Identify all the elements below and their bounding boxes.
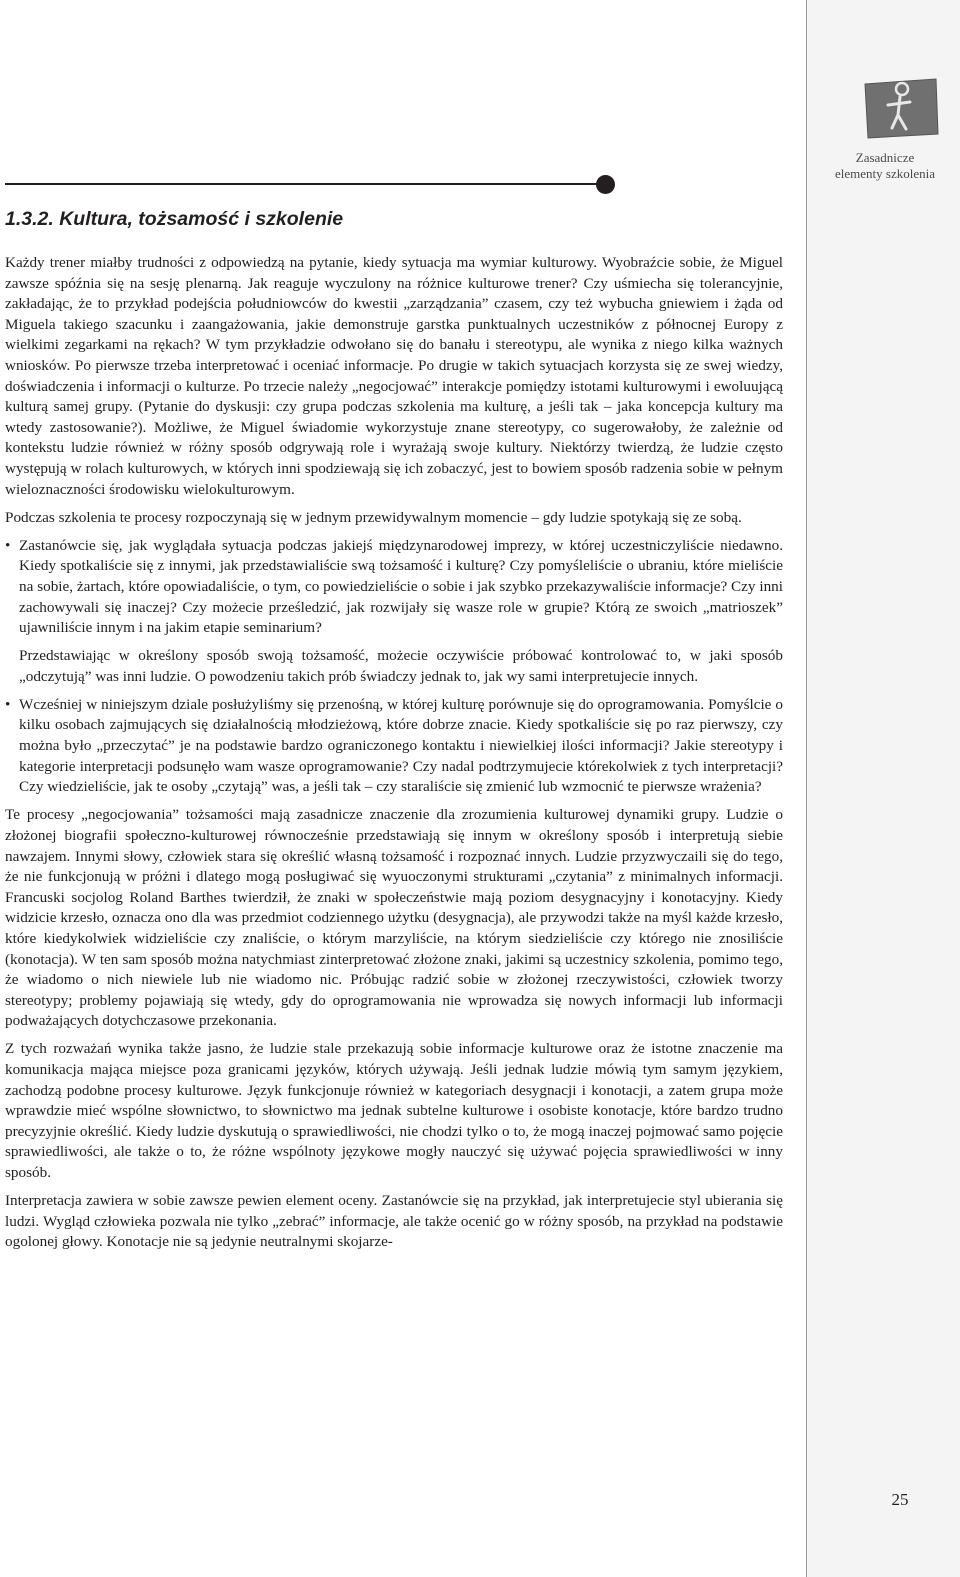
bullet-icon: • xyxy=(5,695,11,713)
section-heading: 1.3.2. Kultura, tożsamość i szkolenie xyxy=(5,208,344,230)
paragraph: Te procesy „negocjowania” tożsamości mają zasadnicze znaczenie dla zrozumienia kulturowej dynamiki grupy. Ludzie o złożonej biografii społeczno-kulturowej równocześnie przedstawiają się innym w określony sposób i interpretują siebie nawzajem. Innymi słowy, człowiek stara się określić własną tożsamość i rozpoznać innych. Ludzie przyzwyczaili się do tego, że nie funkcjonują w próżni i dlatego mogą posługiwać się wyuoczonymi strukturami „czytania” z minimalnych informacji. Francuski socjolog Roland Barthes twierdził, że znaki w społeczeństwie mają poziom desygnacyjny i konotacyjny. Kiedy widzicie krzesło, oznacza ono dla was przedmiot codziennego użytku (desygnacja), ale przywodzi także na myśl każde krzesło, które kiedykolwiek widzieliście czy znaliście, o którym marzyliście, na którym siedzieliście czy którego nie znosiliście (konotacja). W ten sam sposób można natychmiast zinterpretować złożone znaki, jakimi są uczestnicy szkolenia, pomimo tego, że wiadomo o nich niewiele lub nie wiadomo nic. Próbując radzić sobie w złożonej rzeczywistości, człowiek tworzy stereotypy; problemy pojawiają się wtedy, gdy do oprogramowania nie wprowadza się nowych informacji lub informacji podważających dotychczasowe przekonania. xyxy=(5,806,783,1030)
list-item xyxy=(5,695,783,798)
paragraph: Każdy trener miałby trudności z odpowiedzą na pytanie, kiedy sytuacja ma wymiar kulturowy. Wyobraźcie sobie, że Miguel zawsze spóźnia się na sesję plenarną. Jak reaguje wyczulony na różnice kulturowe trener? Czy uśmiecha się tolerancyjnie, zakładając, że to przykład podejścia południowców do kwestii „zarządzania” czasem, czy też wybucha gniewiem i żąda od Miguela takiego szacunku i zaangażowania, jakie demonstruje garstka punktualnych uczestników z północnej Europy z wielkimi zegarkami na rękach? W tym przykładzie odwołano się do banału i stereotypu, ale wynika z niego kilka ważnych wniosków. Po pierwsze trzeba interpretować i oceniać informacje. Po drugie w takich sytuacjach korzysta się ze swej wiedzy, doświadczenia i informacji o kulturze. Po trzecie należy „negocjować” interakcje pomiędzy istotami kulturowymi i ewoluującą kulturą samej grupy. (Pytanie do dyskusji: czy grupa podczas szkolenia ma kulturę, a jeśli tak – jaka koncepcja kultury ma wtedy zastosowanie?). Możliwe, że Miguel świadomie wykorzystuje znane stereotypy, co sugerowałoby, że zależnie od kontekstu ludzie również w różny sposób odgrywają role i wyrażają swoje kultury. Niektórzy twierdzą, że ludzie często występują w rolach kulturowych, w których inni spodziewają się ich zobaczyć, jest to bowiem sposób radzenia sobie w pełnym wieloznaczności środowisku wielokulturowym. xyxy=(5,254,783,498)
section-rule xyxy=(5,183,599,185)
list-item xyxy=(5,536,783,639)
bullet-list xyxy=(5,695,783,798)
margin-caption-line: elementy szkolenia xyxy=(835,166,935,181)
bullet-list xyxy=(5,536,783,639)
margin-caption xyxy=(812,150,958,182)
list-item-text: Zastanówcie się, jak wyglądała sytuacja podczas jakiejś międzynarodowej imprezy, w której uczestniczyliście niedawno. Kiedy spotkaliście się z innymi, jak przedstawialiście swą tożsamość i kulturę? Czy pomyśleliście o ubraniu, które mieliście na sobie, żartach, które opowiadaliście, o tym, co powiedzieliście o sobie i jak szybko przekazywaliście informacje? Czy inni zachowywali się inaczej? Czy możecie prześledzić, jak rozwijały się wasze role w grupie? Którą ze swoich „matrioszek” ujawniliście innym i na jakim etapie seminarium? xyxy=(19,536,783,637)
paragraph: Podczas szkolenia te procesy rozpoczynają się w jednym przewidywalnym momencie – gdy ludzie spotykają się ze sobą. xyxy=(5,508,742,526)
paragraph: Przedstawiając w określony sposób swoją tożsamość, możecie oczywiście próbować kontrolować to, w jaki sposób „odczytują” was inni ludzie. O powodzeniu takich prób świadczy jednak to, jak wy sami interpretujecie innych. xyxy=(19,647,783,685)
paragraph: Interpretacja zawiera w sobie zawsze pewien element oceny. Zastanówcie się na przykład, jak interpretujecie styl ubierania się ludzi. Wygląd człowieka pozwala nie tylko „zebrać” informacje, ale także ocenić go w różny sposób, na przykład na podstawie ogolonej głowy. Konotacje nie są jedynie neutralnymi skojarze- xyxy=(5,1192,783,1251)
section-rule-dot xyxy=(596,175,615,194)
bullet-icon: • xyxy=(5,536,11,554)
list-item-text: Wcześniej w niniejszym dziale posłużyliśmy się przenośną, w której kulturę porównuje się do oprogramowania. Pomyślcie o kilku osobach zajmujących się działalnością młodzieżową, które dobrze znacie. Kiedy spotkaliście się po raz pierwszy, czy można było „przeczytać” je na podstawie bardzo ograniczonego kontaktu i niewielkiej ilości informacji? Jakie stereotypy i kategorie interpretacji podsunęło wam wasze oprogramowanie? Czy nadal podtrzymujecie którekolwiek z tych interpretacji? Czy wiedzieliście, jak te osoby „czytają” was, a jeśli tak – czy staraliście się zmienić lub wzmocnić te pierwsze wrażenia? xyxy=(19,695,783,796)
margin-caption-line: Zasadnicze xyxy=(855,150,915,165)
margin-panel xyxy=(806,0,960,1577)
figure-flag-logo-icon xyxy=(862,76,940,140)
body-text xyxy=(5,253,783,1260)
page-number: 25 xyxy=(891,1490,909,1509)
paragraph: Z tych rozważań wynika także jasno, że ludzie stale przekazują sobie informacje kulturowe oraz że istotne znaczenie ma komunikacja mająca miejsce poza granicami języków, których używają. Jeśli jednak ludzie mówią tym samym językiem, zachodzą podobne procesy kulturowe. Język funkcjonuje również w kategoriach desygnacji i konotacji, a zatem grupa może wprawdzie mieć wspólne słownictwo, to słownictwo ma jednak subtelne kulturowe i osobiste konotacje, które bardzo trudno precyzyjnie określić. Kiedy ludzie dyskutują o sprawiedliwości, nie chodzi tylko o to, że mogą inaczej pojmować samo pojęcie sprawiedliwości, ale także o to, że różne wspólnoty językowe mogły nauczyć się używać pojęcia sprawiedliwości w inny sposób. xyxy=(5,1040,783,1181)
